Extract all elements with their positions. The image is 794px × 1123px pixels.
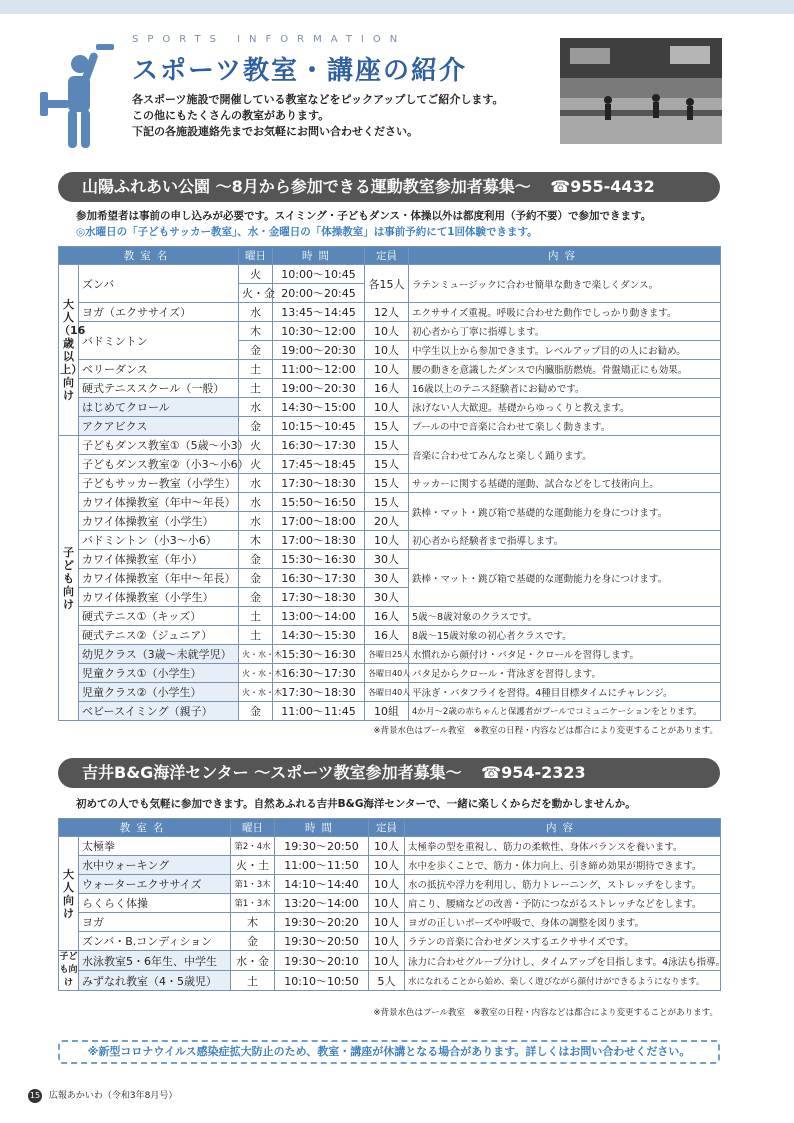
col-header-time: 時間 [273,247,365,265]
class-name: カワイ体操教室（小学生） [79,512,239,531]
class-day: 火・土 [231,856,275,875]
class-time: 11:00～11:50 [275,856,369,875]
class-content: 鉄棒・マット・跳び箱で基礎的な運動能力を身につけます。 [409,493,721,531]
class-content: 平泳ぎ・バタフライを習得。4種目目標タイムにチャレンジ。 [409,683,721,702]
class-name: 児童クラス②（小学生） [79,683,239,702]
class-name: はじめてクロール [79,398,239,417]
class-content: エクササイズ重視。呼吸に合わせた動作でしっかり動きます。 [409,303,721,322]
col-header-capacity: 定員 [369,819,405,837]
table-row [59,626,721,645]
class-day: 金 [231,932,275,951]
table-row [59,856,721,875]
class-content: プールの中で音楽に合わせて楽しく動きます。 [409,417,721,436]
table-row [59,360,721,379]
col-header-day: 曜日 [231,819,275,837]
class-time: 10:00～10:45 [273,265,365,284]
class-capacity: 16人 [365,626,409,645]
class-capacity: 16人 [365,607,409,626]
table-row [59,607,721,626]
class-time: 14:30～15:30 [273,626,365,645]
intro-line: この他にもたくさんの教室があります。 [132,109,330,122]
table-row [59,322,721,341]
class-content: 初心者から経験者まで指導します。 [409,531,721,550]
col-header-day: 曜日 [239,247,273,265]
class-time: 15:30～16:30 [273,550,365,569]
sanyo-trial-note: ◎水曜日の「子どもサッカー教室」、水・金曜日の「体操教室」は事前予約にて1回体験できます。 [76,226,538,238]
class-name: アクアビクス [79,417,239,436]
class-content: ラテンミュージックに合わせ簡単な動きで楽しくダンス。 [409,265,721,303]
table-row [59,894,721,913]
class-day: 第1・3木 [231,894,275,913]
table-row [59,951,721,971]
covid-notice: ※新型コロナウイルス感染症拡大防止のため、教室・講座が休講となる場合があります。詳しくはお問い合わせください。 [58,1040,720,1064]
class-capacity: 30人 [365,550,409,569]
class-day: 金 [239,569,273,588]
class-time: 14:30～15:00 [273,398,365,417]
class-content: 4か月～2歳の赤ちゃんと保護者がプールでコミュニケーションをとります。 [409,702,721,721]
class-capacity: 15人 [365,417,409,436]
table-row [59,645,721,664]
class-name: 水中ウォーキング [79,856,231,875]
class-content: 初心者から丁寧に指導します。 [409,322,721,341]
class-day: 金 [239,588,273,607]
table-row [59,493,721,512]
class-day: 水 [239,474,273,493]
class-day: 土 [239,607,273,626]
table-row [59,417,721,436]
table-row [59,932,721,951]
class-capacity: 各15人 [365,265,409,303]
class-name: 子どもダンス教室①（5歳～小3） [79,436,239,455]
class-time: 19:30～20:10 [275,951,369,971]
table-row [59,265,721,284]
class-time: 13:45～14:45 [273,303,365,322]
group-label-adult: 大人向け [59,837,79,951]
class-content: 泳力に合わせグループ分けし、タイムアップを目指します。4泳法も指導。 [405,951,721,971]
class-capacity: 5人 [369,971,405,991]
sports-information-eyebrow: SPORTS INFORMATION [132,34,407,45]
col-header-capacity: 定員 [365,247,409,265]
class-capacity: 各曜日25人 [365,645,409,664]
intro-line: 各スポーツ施設で開催している教室などをピックアップしてご紹介します。 [132,93,504,106]
table-row [59,837,721,856]
class-name: ヨガ [79,913,231,932]
sanyo-section-bar [58,172,720,202]
class-time: 19:30～20:20 [275,913,369,932]
class-time: 16:30～17:30 [273,569,365,588]
class-content: 水になれることから始め、楽しく遊びながら顔付けができるようになります。 [405,971,721,991]
class-day: 火・金 [239,284,273,303]
class-capacity: 10人 [369,913,405,932]
table-row [59,550,721,569]
publication-name: 広報あかいわ（令和3年8月号） [48,1091,178,1101]
yoshii-phone: ☎954-2323 [481,763,586,782]
class-day: 水 [239,512,273,531]
class-content: サッカーに関する基礎的運動、試合などをして技術向上。 [409,474,721,493]
class-capacity: 10人 [365,322,409,341]
class-time: 19:00～20:30 [273,379,365,398]
class-name: バドミントン（小3～小6） [79,531,239,550]
class-day: 第2・4水 [231,837,275,856]
class-name: カワイ体操教室（年小） [79,550,239,569]
class-day: 木 [239,531,273,550]
class-content: 水慣れから顔付け・バタ足・クロールを習得します。 [409,645,721,664]
table-row [59,683,721,702]
page-header [40,30,560,150]
class-time: 16:30～17:30 [273,664,365,683]
col-header-class: 教室名 [59,819,231,837]
yoshii-section-title: 吉井B&G海洋センター ～スポーツ教室参加者募集～ [82,763,462,782]
class-name: 幼児クラス（3歳～未就学児） [79,645,239,664]
col-header-class: 教室名 [59,247,239,265]
sanyo-phone: ☎955-4432 [550,177,655,196]
sanyo-footnote: ※背景水色はプール教室 ※教室の日程・内容などは都合により変更することがあります。 [373,726,718,736]
class-time: 19:00～20:30 [273,341,365,360]
class-name: ベリーダンス [79,360,239,379]
class-name: 太極拳 [79,837,231,856]
class-capacity: 各曜日40人 [365,664,409,683]
table-row [59,436,721,455]
class-content: 水の抵抗や浮力を利用し、筋力トレーニング、ストレッチをします。 [405,875,721,894]
sanyo-note: 参加希望者は事前の申し込みが必要です。スイミング・子どもダンス・体操以外は都度利用（予約不要）で参加できます。 [76,210,652,222]
class-content: ヨガの正しいポーズや呼吸で、身体の調整を図ります。 [405,913,721,932]
table-row [59,702,721,721]
class-time: 20:00～20:45 [273,284,365,303]
class-name: 水泳教室5・6年生、中学生 [79,951,231,971]
class-day: 火 [239,436,273,455]
class-capacity: 30人 [365,569,409,588]
gym-photo [560,38,722,144]
class-day: 土 [239,379,273,398]
table-header-row [59,819,721,837]
class-capacity: 10人 [369,856,405,875]
class-capacity: 10人 [369,932,405,951]
class-day: 金 [239,341,273,360]
class-time: 15:50～16:50 [273,493,365,512]
intro-line: 下記の各施設連絡先までお気軽にお問い合わせください。 [132,125,418,138]
class-name: ウォーターエクササイズ [79,875,231,894]
table-row [59,664,721,683]
class-name: 硬式テニススクール（一般） [79,379,239,398]
class-day: 火 [239,265,273,284]
class-content: 肩こり、腰痛などの改善・予防につながるストレッチなどをします。 [405,894,721,913]
class-time: 17:45～18:45 [273,455,365,474]
sanyo-class-table [58,246,721,721]
class-content: 水中を歩くことで、筋力・体力向上、引き締め効果が期待できます。 [405,856,721,875]
col-header-content: 内容 [405,819,721,837]
class-capacity: 30人 [365,588,409,607]
class-name: 子どもサッカー教室（小学生） [79,474,239,493]
yoshii-class-table [58,818,726,991]
class-time: 17:30～18:30 [273,474,365,493]
class-day: 火・水・木 [239,664,273,683]
class-capacity: 10人 [365,531,409,550]
class-capacity: 10人 [365,341,409,360]
table-row [59,913,721,932]
table-row [59,303,721,322]
table-row [59,531,721,550]
class-capacity: 16人 [365,379,409,398]
class-name: カワイ体操教室（年中～年長） [79,493,239,512]
class-content: 太極拳の型を重視し、筋力の柔軟性、身体バランスを養います。 [405,837,721,856]
class-capacity: 各曜日40人 [365,683,409,702]
class-time: 17:00～18:30 [273,531,365,550]
class-day: 水 [239,398,273,417]
group-label-child: 子ども向け [59,951,79,991]
class-day: 金 [239,702,273,721]
class-time: 19:30～20:50 [275,837,369,856]
class-capacity: 10人 [369,951,405,971]
class-content: 5歳～8歳対象のクラスです。 [409,607,721,626]
class-name: カワイ体操教室（年中～年長） [79,569,239,588]
class-name: ベビースイミング（親子） [79,702,239,721]
class-time: 11:00～11:45 [273,702,365,721]
class-time: 11:00～12:00 [273,360,365,379]
class-time: 13:20～14:00 [275,894,369,913]
yoshii-note: 初めての人でも気軽に参加できます。自然あふれる吉井B&G海洋センターで、一緒に楽しくからだを動かしませんか。 [76,798,636,810]
class-time: 17:00～18:00 [273,512,365,531]
class-time: 16:30～17:30 [273,436,365,455]
top-band [0,0,794,14]
class-capacity: 20人 [365,512,409,531]
class-content: 腰の動きを意識したダンスで内臓脂肪燃焼。骨盤矯正にも効果。 [409,360,721,379]
class-capacity: 10組 [365,702,409,721]
class-day: 第1・3木 [231,875,275,894]
class-capacity: 10人 [369,875,405,894]
class-content: 16歳以上のテニス経験者にお勧めです。 [409,379,721,398]
class-name: ズンバ [79,265,239,303]
col-header-content: 内容 [409,247,721,265]
page-number: 15 [28,1089,42,1103]
yoshii-footnote: ※背景水色はプール教室 ※教室の日程・内容などは都合により変更することがあります。 [373,1008,718,1018]
page-title: スポーツ教室・講座の紹介 [132,56,467,86]
class-day: 火 [239,455,273,474]
class-name: 硬式テニス①（キッズ） [79,607,239,626]
class-day: 火・水・木 [239,645,273,664]
col-header-time: 時間 [275,819,369,837]
class-day: 金 [239,550,273,569]
table-header-row [59,247,721,265]
class-content: 鉄棒・マット・跳び箱で基礎的な運動能力を身につけます。 [409,550,721,607]
class-name: らくらく体操 [79,894,231,913]
class-time: 17:30～18:30 [273,588,365,607]
class-capacity: 10人 [369,894,405,913]
class-name: 子どもダンス教室②（小3～小6） [79,455,239,474]
yoshii-section-bar [58,758,720,788]
group-label-adult: 大人（16歳以上）向け [59,265,79,436]
class-time: 14:10～14:40 [275,875,369,894]
class-time: 13:00～14:00 [273,607,365,626]
class-content: 中学生以上から参加できます。レベルアップ目的の人にお勧め。 [409,341,721,360]
sanyo-section-title: 山陽ふれあい公園 ～8月から参加できる運動教室参加者募集～ [82,177,531,196]
class-time: 10:15～10:45 [273,417,365,436]
class-content: ラテンの音楽に合わせダンスするエクササイズです。 [405,932,721,951]
class-day: 火・水・木 [239,683,273,702]
class-name: みずなれ教室（4・5歳児） [79,971,231,991]
class-day: 金 [239,417,273,436]
class-name: 硬式テニス②（ジュニア） [79,626,239,645]
class-name: バドミントン [79,322,239,360]
class-content: 泳げない人大歓迎。基礎からゆっくりと教えます。 [409,398,721,417]
class-name: 児童クラス①（小学生） [79,664,239,683]
class-capacity: 10人 [365,360,409,379]
class-day: 水 [239,303,273,322]
class-content: 音楽に合わせてみんなと楽しく踊ります。 [409,436,721,474]
class-time: 10:30～12:00 [273,322,365,341]
class-day: 木 [231,913,275,932]
class-name: カワイ体操教室（小学生） [79,588,239,607]
class-capacity: 15人 [365,455,409,474]
intro-text [132,92,503,140]
class-capacity: 12人 [365,303,409,322]
page-footer [28,1088,177,1103]
class-content: 8歳～15歳対象の初心者クラスです。 [409,626,721,645]
class-time: 17:30～18:30 [273,683,365,702]
table-row [59,474,721,493]
class-capacity: 15人 [365,474,409,493]
athlete-dumbbell-icon [40,42,118,150]
table-row [59,875,721,894]
class-day: 土 [231,971,275,991]
class-time: 19:30～20:50 [275,932,369,951]
class-name: ヨガ（エクササイズ） [79,303,239,322]
class-time: 15:30～16:30 [273,645,365,664]
table-row [59,379,721,398]
table-row [59,398,721,417]
class-name: ズンバ・B.コンディション [79,932,231,951]
class-day: 土 [239,360,273,379]
class-content: バタ足からクロール・背泳ぎを習得します。 [409,664,721,683]
class-capacity: 10人 [365,398,409,417]
class-day: 木 [239,322,273,341]
class-day: 水 [239,493,273,512]
table-row [59,971,721,991]
class-capacity: 15人 [365,493,409,512]
class-time: 10:10～10:50 [275,971,369,991]
group-label-child: 子ども向け [59,436,79,721]
class-day: 土 [239,626,273,645]
class-capacity: 10人 [369,837,405,856]
class-capacity: 15人 [365,436,409,455]
class-day: 水・金 [231,951,275,971]
